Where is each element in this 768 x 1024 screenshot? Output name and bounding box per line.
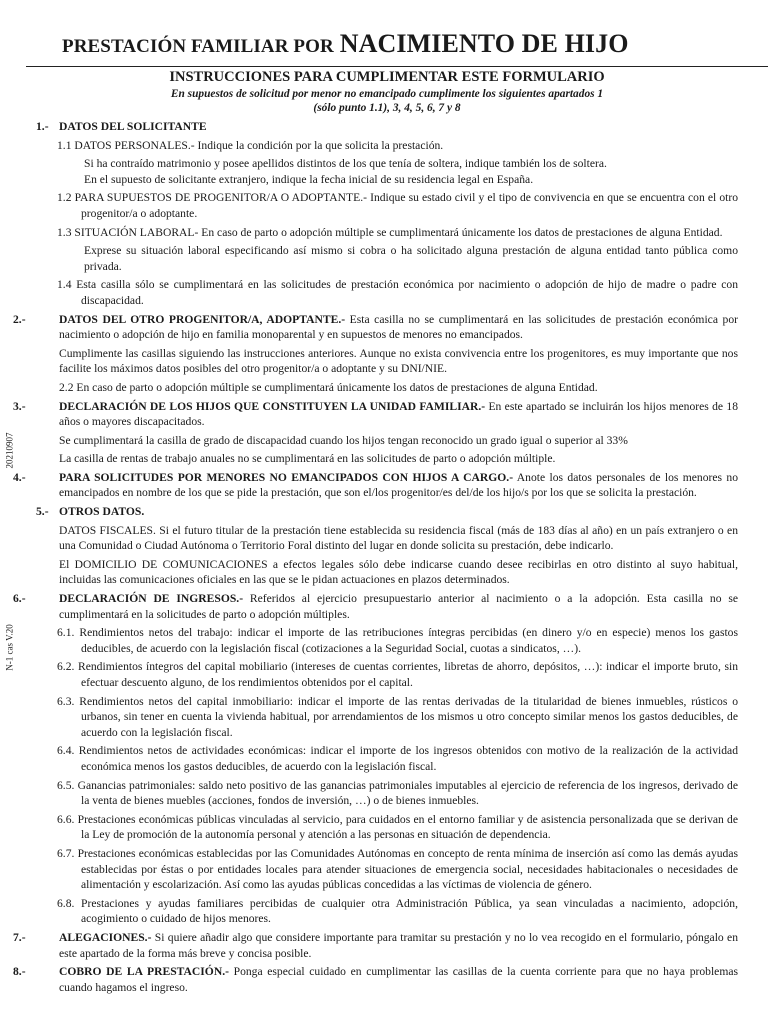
- side-code-date: 20210907: [4, 432, 15, 469]
- section-1: [36, 119, 738, 309]
- item-6-1: 6.1. Rendimientos netos del trabajo: indicar el importe de las retribuciones íntegras percibidas (en dinero y/o en especie) menos los gastos deducibles, de acuerdo con la legislación fiscal (cotizaciones a la Seguridad Social, cuotas a sindicatos, …).: [57, 626, 738, 655]
- section-number: 3.-: [13, 399, 26, 413]
- section-3-note-b: La casilla de rentas de trabajo anuales no se cumplimentará en las solicitudes de parto o adopción múltiple.: [59, 452, 556, 466]
- item-6-3: 6.3. Rendimientos netos del capital inmobiliario: indicar el importe de las rentas derivadas de la titularidad de bienes inmuebles, rústicos o urbanos, sin tener en cuenta la vivienda habitual, por arrendamientos de los mismos u otro concepto similar menos los gastos deducibles, de acuerdo con la legislación fiscal.: [57, 694, 738, 739]
- section-text: Esta casilla no se cumplimentará en las solicitudes de prestación económica por nacimiento o adopción de hijo en familia monoparental y en supuestos de menores no emancipados.: [59, 312, 738, 342]
- section-text: En este apartado se incluirán los hijos menores de 18 años o mayores discapacitados.: [59, 399, 738, 429]
- page-title: [62, 29, 629, 58]
- subtitle-line-1: En supuestos de solicitud por menor no emancipado cumplimente los siguientes apartados 1: [170, 88, 604, 100]
- item-6-5: 6.5. Ganancias patrimoniales: saldo neto positivo de las ganancias patrimoniales imputables al ejercicio de referencia de los ingresos, derivado de la venta de bienes muebles (acciones, fondos de inversión, …) o de bienes inmuebles.: [57, 778, 738, 808]
- section-8: [13, 964, 738, 995]
- section-text: Referidos al ejercicio presupuestario anterior al nacimiento o a la adopción. Esta casilla no se cumplimentará en la solicitudes de parto o adopción múltiples.: [59, 592, 738, 621]
- item-1-1-note-b: En el supuesto de solicitante extranjero, indique la fecha inicial de su residencia legal en España.: [84, 172, 534, 186]
- instructions-heading: INSTRUCCIONES PARA CUMPLIMENTAR ESTE FORMULARIO: [169, 69, 605, 85]
- section-5-fiscal: DATOS FISCALES. Si el futuro titular de la prestación tiene establecida su residencia fiscal (más de 183 días al año) en un país extranjero o en una Comunidad o Ciudad Autónoma o Territorio Foral distinto del lugar en donde solicita su prestación, debe indicarlo.: [59, 523, 738, 553]
- section-text: Anote los datos personales de los menores no emancipados en nombre de los que se pide la prestación, que son el/los progenitor/es del/de los hijo/s por los que se solicita la prestación.: [59, 470, 738, 500]
- section-number: 6.-: [13, 592, 26, 606]
- instructions-body: [13, 69, 738, 995]
- section-title: DATOS DEL OTRO PROGENITOR/A, ADOPTANTE.-: [59, 312, 346, 326]
- section-5: [36, 504, 738, 588]
- item-6-4: 6.4. Rendimientos netos de actividades económicas: indicar el importe de los ingresos obtenidos con motivo de la realización de la actividad económica menos los gastos deducibles, de acuerdo con la legislación fiscal.: [57, 744, 738, 773]
- title-main: NACIMIENTO DE HIJO: [339, 29, 629, 58]
- item-6-6: 6.6. Prestaciones económicas públicas vinculadas al servicio, para cuidados en el entorno familiar y de asistencia personalizada que se derivan de la Ley de promoción de la autonomía personal y atención a las personas en situación de dependencia.: [57, 812, 738, 842]
- section-title: DECLARACIÓN DE LOS HIJOS QUE CONSTITUYEN LA UNIDAD FAMILIAR.-: [59, 399, 486, 413]
- section-number: 2.-: [13, 312, 26, 326]
- section-text: Si quiere añadir algo que considere importante para tramitar su prestación y no lo vea recogido en el formulario, póngalo en este apartado de la forma más breve y concisa posible.: [59, 930, 738, 960]
- instructions-subtitle: [36, 87, 738, 115]
- section-3: [13, 399, 738, 467]
- item-1-3: 1.3 SITUACIÓN LABORAL- En caso de parto o adopción múltiple se cumplimentará únicamente los datos de prestaciones de alguna Entidad.: [57, 225, 723, 239]
- section-title: PARA SOLICITUDES POR MENORES NO EMANCIPADOS CON HIJOS A CARGO.-: [59, 470, 514, 484]
- section-title: ALEGACIONES.-: [59, 930, 152, 944]
- section-5-address: El DOMICILIO DE COMUNICACIONES a efectos legales sólo debe indicarse cuando desee recibirlas en otro distinto al suyo habitual, incluidas las comunicaciones oficiales en las que se le pidan actuaciones en plazos determinados.: [59, 557, 738, 587]
- section-number: 5.-: [36, 505, 49, 519]
- section-title: COBRO DE LA PRESTACIÓN.-: [59, 965, 229, 979]
- section-number: 8.-: [13, 965, 26, 979]
- item-1-2: 1.2 PARA SUPUESTOS DE PROGENITOR/A O ADOPTANTE.- Indique su estado civil y el tipo de convivencia en que se encuentra con el otro progenitor/a o adoptante.: [57, 191, 738, 220]
- item-6-2: 6.2. Rendimientos íntegros del capital mobiliario (intereses de cuentas corrientes, libretas de ahorro, depósitos, …): indicar el importe bruto, sin efectuar descuento alguno, de los rendimientos obtenidos por el capital.: [57, 660, 738, 689]
- section-2-note: Cumplimente las casillas siguiendo las instrucciones anteriores. Aunque no exista convivencia entre los progenitores, es muy importante que nos facilite los máximos datos posibles del otro progenitor/a o adoptante y su DNI/NIE.: [59, 346, 738, 376]
- section-text: Ponga especial cuidado en cumplimentar las casillas de la cuenta corriente para que no haya problemas cuando hagamos el ingreso.: [59, 965, 738, 994]
- section-title: DATOS DEL SOLICITANTE: [59, 120, 207, 133]
- title-prefix: PRESTACIÓN FAMILIAR POR: [62, 36, 334, 57]
- item-1-3-note: Exprese su situación laboral especificando así mismo si cobra o ha solicitado alguna prestación de alguna entidad tanto pública como privada.: [84, 244, 738, 273]
- section-7: [13, 930, 738, 961]
- section-3-note-a: Se cumplimentará la casilla de grado de discapacidad cuando los hijos tengan reconocido un grado igual o superior al 33%: [59, 433, 628, 447]
- item-6-8: 6.8. Prestaciones y ayudas familiares percibidas de cualquier otra Administración Pública, ya sean vinculadas a nacimiento, adopción, acogimiento o cuidado de hijos menores.: [57, 896, 738, 926]
- item-6-7: 6.7. Prestaciones económicas establecidas por las Comunidades Autónomas en concepto de renta mínima de inserción así como las demás ayudas establecidas por éstas o por entidades locales para atender situaciones de emergencia social, necesidades habitacionales o necesidades de alimentación y escolarización. Así como las ayudas públicas concedidas a las víctimas de violencia de género.: [57, 846, 738, 892]
- section-4: [13, 470, 738, 501]
- section-number: 7.-: [13, 930, 26, 944]
- section-number: 4.-: [13, 470, 26, 484]
- section-title: DECLARACIÓN DE INGRESOS.-: [59, 592, 244, 606]
- section-title: OTROS DATOS.: [59, 505, 145, 519]
- item-1-4: 1.4 Esta casilla sólo se cumplimentará en las solicitudes de prestación económica por nacimiento o adopción de hijo de madre o padre con discapacidad.: [57, 278, 738, 307]
- section-number: 1.-: [36, 120, 49, 133]
- side-code-form: N-1 cas V.20: [4, 624, 15, 671]
- section-2: [13, 312, 738, 396]
- section-6: [13, 591, 738, 927]
- item-1-1-note-a: Si ha contraído matrimonio y posee apellidos distintos de los que tenía de soltera, indique también los de soltera.: [84, 157, 607, 171]
- item-1-1: 1.1 DATOS PERSONALES.- Indique la condición por la que solicita la prestación.: [57, 138, 444, 152]
- item-2-2: 2.2 En caso de parto o adopción múltiple se cumplimentará únicamente los datos de prestaciones de alguna Entidad.: [59, 380, 598, 394]
- subtitle-line-2: (sólo punto 1.1), 3, 4, 5, 6, 7 y 8: [313, 102, 461, 114]
- title-divider: [26, 66, 768, 67]
